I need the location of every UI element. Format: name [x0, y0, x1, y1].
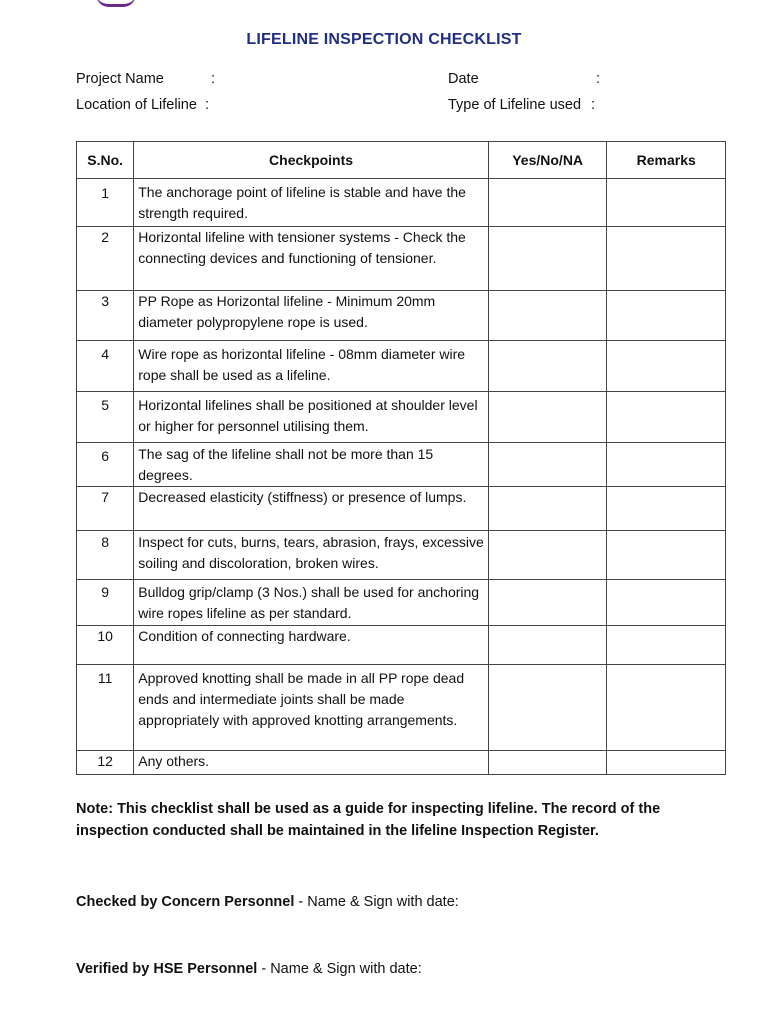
location-colon: :: [204, 97, 209, 113]
yes-no-na-cell[interactable]: [488, 392, 607, 443]
yes-no-na-cell[interactable]: [488, 751, 607, 775]
row-number: 2: [77, 227, 134, 291]
checkpoint-text: Bulldog grip/clamp (3 Nos.) shall be used for anchoring wire ropes lifeline as per standard.: [134, 580, 489, 626]
remarks-cell[interactable]: [607, 751, 726, 775]
remarks-cell[interactable]: [607, 291, 726, 341]
row-number: 1: [77, 179, 134, 227]
table-row: [77, 626, 726, 665]
table-row: [77, 392, 726, 443]
checkpoint-text: PP Rope as Horizontal lifeline - Minimum 20mm diameter polypropylene rope is used.: [134, 291, 489, 341]
checkpoint-text: Inspect for cuts, burns, tears, abrasion, frays, excessive soiling and discoloration, broken wires.: [134, 531, 489, 580]
table-header-row: [77, 142, 726, 179]
yes-no-na-cell[interactable]: [488, 665, 607, 751]
remarks-cell[interactable]: [607, 487, 726, 531]
table-row: [77, 751, 726, 775]
yes-no-na-cell[interactable]: [488, 580, 607, 626]
header-checkpoints: Checkpoints: [134, 142, 489, 179]
row-number: 9: [77, 580, 134, 626]
table-row: [77, 443, 726, 487]
remarks-cell[interactable]: [607, 227, 726, 291]
table-row: [77, 487, 726, 531]
checkpoint-text: Approved knotting shall be made in all PP rope dead ends and intermediate joints shall be made appropriately with approved knotting arrangements.: [134, 665, 489, 751]
project-name-colon: :: [211, 71, 216, 87]
yes-no-na-cell[interactable]: [488, 626, 607, 665]
header-remarks: Remarks: [607, 142, 726, 179]
table-row: [77, 341, 726, 392]
type-field: [448, 97, 595, 113]
checkpoint-text: Horizontal lifeline with tensioner systems - Check the connecting devices and functioning of tensioner.: [134, 227, 489, 291]
checkpoint-text: The anchorage point of lifeline is stable and have the strength required.: [134, 179, 489, 227]
yes-no-na-cell[interactable]: [488, 341, 607, 392]
date-colon: :: [596, 71, 601, 87]
yes-no-na-cell[interactable]: [488, 487, 607, 531]
verified-by-line: [76, 961, 422, 977]
verified-by-label: Verified by HSE Personnel: [76, 961, 258, 977]
remarks-cell[interactable]: [607, 341, 726, 392]
date-label: Date: [448, 71, 479, 87]
checkpoint-text: The sag of the lifeline shall not be more than 15 degrees.: [134, 443, 489, 487]
remarks-cell[interactable]: [607, 580, 726, 626]
row-number: 10: [77, 626, 134, 665]
table-row: [77, 580, 726, 626]
type-colon: :: [591, 97, 596, 113]
row-number: 3: [77, 291, 134, 341]
row-number: 4: [77, 341, 134, 392]
header-sno: S.No.: [77, 142, 134, 179]
row-number: 7: [77, 487, 134, 531]
row-number: 12: [77, 751, 134, 775]
document-title: LIFELINE INSPECTION CHECKLIST: [246, 31, 522, 48]
remarks-cell[interactable]: [607, 392, 726, 443]
remarks-cell[interactable]: [607, 443, 726, 487]
row-number: 5: [77, 392, 134, 443]
type-label: Type of Lifeline used: [448, 97, 582, 113]
checkpoint-text: Condition of connecting hardware.: [134, 626, 489, 665]
checklist-table: [76, 141, 726, 775]
remarks-cell[interactable]: [607, 531, 726, 580]
table-row: [77, 179, 726, 227]
row-number: 11: [77, 665, 134, 751]
remarks-cell[interactable]: [607, 626, 726, 665]
project-name-label: Project Name: [76, 71, 164, 87]
yes-no-na-cell[interactable]: [488, 531, 607, 580]
yes-no-na-cell[interactable]: [488, 443, 607, 487]
verified-by-instruction: - Name & Sign with date:: [257, 961, 422, 977]
table-row: [77, 227, 726, 291]
table-row: [77, 665, 726, 751]
project-name-field: [76, 71, 164, 87]
remarks-cell[interactable]: [607, 179, 726, 227]
logo-fragment: [96, 0, 136, 7]
checkpoint-text: Any others.: [134, 751, 489, 775]
checkpoint-text: Wire rope as horizontal lifeline - 08mm diameter wire rope shall be used as a lifeline.: [134, 341, 489, 392]
yes-no-na-cell[interactable]: [488, 291, 607, 341]
row-number: 6: [77, 443, 134, 487]
checked-by-label: Checked by Concern Personnel: [76, 894, 295, 910]
note-text: Note: This checklist shall be used as a guide for inspecting lifeline. The record of the inspection conducted shall be maintained in the lifeline Inspection Register.: [76, 801, 661, 839]
yes-no-na-cell[interactable]: [488, 179, 607, 227]
checked-by-line: [76, 894, 459, 910]
checkpoint-text: Horizontal lifelines shall be positioned at shoulder level or higher for personnel utilising them.: [134, 392, 489, 443]
table-row: [77, 531, 726, 580]
table-row: [77, 291, 726, 341]
row-number: 8: [77, 531, 134, 580]
location-field: [76, 97, 209, 113]
header-yes-no-na: Yes/No/NA: [488, 142, 607, 179]
yes-no-na-cell[interactable]: [488, 227, 607, 291]
checkpoint-text: Decreased elasticity (stiffness) or presence of lumps.: [134, 487, 489, 531]
location-label: Location of Lifeline: [76, 97, 197, 113]
remarks-cell[interactable]: [607, 665, 726, 751]
checked-by-instruction: - Name & Sign with date:: [294, 894, 459, 910]
